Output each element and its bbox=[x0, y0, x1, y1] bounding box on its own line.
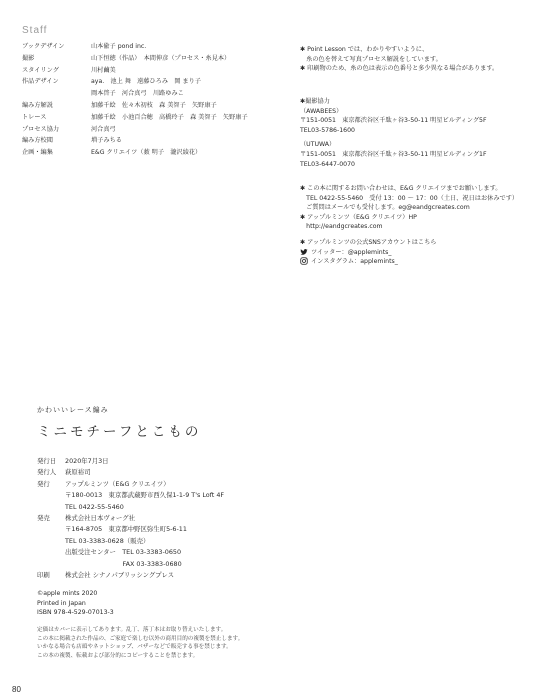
point-lesson-notes bbox=[300, 45, 498, 74]
row-value: 株式会社日本ヴォーグ社 bbox=[65, 514, 136, 523]
inquiry-line: ご質問はメールでも受付します。eg@eandgcreates.com bbox=[300, 204, 470, 212]
staff-row bbox=[22, 76, 248, 88]
row-value: aya. 池上 舞 遠藤ひろみ 岡 まり子 bbox=[91, 78, 201, 86]
row-value: 2020年7月3日 bbox=[65, 457, 109, 465]
note-line: 定価はカバーに表示してあります。乱丁、落丁本はお取り替えいたします。 bbox=[37, 627, 227, 633]
inquiry-line: http://eandgcreates.com bbox=[300, 223, 383, 231]
colophon-row bbox=[37, 467, 224, 478]
staff-row bbox=[22, 41, 248, 53]
row-value: 〒180-0013 東京都武蔵野市西久保1-1-9 T's Loft 4F bbox=[65, 491, 225, 500]
colophon-row bbox=[37, 524, 224, 535]
inquiry-line: ✱ この本に関するお問い合わせは、E&G クリエイツまでお願いします。 bbox=[300, 185, 502, 192]
shooting-cooperation bbox=[300, 97, 487, 169]
row-value: 川村繭美 bbox=[91, 66, 116, 74]
legal-notes bbox=[37, 626, 243, 660]
shop-name: （AWABEES） bbox=[300, 107, 343, 115]
row-value: 〒164-8705 東京都中野区弥生町5-6-11 bbox=[65, 525, 187, 534]
row-label: トレース bbox=[22, 113, 47, 121]
row-value: 加藤千絵 佐々木初枝 森 美智子 矢野康子 bbox=[91, 101, 217, 109]
shop-tel: TEL03-6447-0070 bbox=[300, 160, 355, 168]
staff-heading: Staff bbox=[22, 25, 48, 36]
row-label: 発行日 bbox=[37, 457, 57, 465]
staff-row bbox=[22, 135, 248, 147]
staff-row bbox=[22, 112, 248, 124]
row-label: スタイリング bbox=[22, 66, 59, 74]
copyright-line: ©apple mints 2020 bbox=[37, 590, 98, 597]
row-value: 加藤千絵 小池百合穂 高橋玲子 森 美智子 矢野康子 bbox=[91, 113, 248, 121]
colophon-row bbox=[37, 570, 224, 581]
row-label: 発行 bbox=[37, 479, 50, 488]
copyright-line: Printed in Japan bbox=[37, 599, 86, 607]
note-line: この本の複製、転載および部分的にコピーすることを禁じます。 bbox=[37, 652, 199, 659]
row-value: 増子みちる bbox=[91, 137, 122, 145]
staff-row bbox=[22, 100, 248, 112]
colophon-row bbox=[37, 559, 224, 570]
instagram-handle: インスタグラム：applemints_ bbox=[311, 258, 398, 266]
colophon-row bbox=[37, 502, 224, 513]
shop-tel: TEL03-5786-1600 bbox=[300, 126, 355, 134]
staff-row bbox=[22, 88, 248, 100]
colophon-row bbox=[37, 536, 224, 547]
row-value: TEL 0422-55-5460 bbox=[65, 502, 124, 511]
colophon-row bbox=[37, 456, 224, 467]
note-line: 糸の色を替えて写真プロセス解説をしています。 bbox=[300, 55, 442, 63]
row-label: 編み方校閲 bbox=[22, 137, 53, 145]
shop-name: （UTUWA） bbox=[300, 141, 336, 149]
copyright-block bbox=[37, 589, 114, 618]
row-label: 発行人 bbox=[37, 468, 57, 477]
row-label bbox=[37, 536, 65, 547]
shop-address: 〒151-0051 東京都渋谷区千駄ヶ谷3-50-11 明星ビルディング1F bbox=[300, 150, 487, 158]
sns-heading: ✱ アップルミンツの公式SNSアカウントはこちら bbox=[300, 239, 437, 246]
row-label bbox=[37, 559, 65, 570]
row-value: 出版受注センター TEL 03-3383-0650 bbox=[65, 548, 182, 557]
row-label: 発売 bbox=[37, 514, 50, 523]
colophon bbox=[37, 456, 224, 581]
row-value: TEL 03-3383-0628（販売） bbox=[65, 536, 150, 545]
row-label: 企画・編集 bbox=[22, 149, 53, 157]
twitter-icon bbox=[300, 248, 308, 256]
row-value: 岡本啓子 河合真弓 川路ゆみこ bbox=[91, 90, 184, 98]
row-label bbox=[37, 490, 65, 501]
colophon-row bbox=[37, 513, 224, 524]
page-number: 80 bbox=[12, 685, 21, 694]
instagram-icon bbox=[300, 257, 308, 265]
row-value: E&G クリエイツ（薮 明子 瀧沢綾花） bbox=[91, 149, 202, 157]
row-label: プロセス協力 bbox=[22, 125, 60, 133]
row-label bbox=[22, 88, 91, 100]
row-value: 萩原裕司 bbox=[65, 468, 91, 477]
isbn: ISBN 978-4-529-07013-3 bbox=[37, 609, 114, 617]
note-line: この本に掲載された作品の、ご家庭で楽しむ以外の商用目的の複製を禁止します。 bbox=[37, 635, 244, 642]
staff-row bbox=[22, 124, 248, 136]
row-label bbox=[37, 502, 65, 513]
row-label: 編み方解説 bbox=[22, 101, 53, 109]
staff-credits bbox=[22, 41, 248, 159]
row-label: 作品デザイン bbox=[22, 78, 59, 86]
cooperation-heading: ✱撮影協力 bbox=[300, 98, 330, 105]
note-line: ✱ 印刷物のため、糸の色は表示の色番号と多少異なる場合があります。 bbox=[300, 65, 499, 73]
note-line: いかなる場合も店頭やネットショップ、バザーなどで販売する事を禁じます。 bbox=[37, 644, 232, 651]
row-label bbox=[37, 524, 65, 535]
instagram-link[interactable] bbox=[300, 257, 436, 267]
colophon-row bbox=[37, 547, 224, 558]
row-value: FAX 03-3383-0680 bbox=[65, 559, 182, 568]
inquiry-line: ✱ アップルミンツ（E&G クリエイツ）HP bbox=[300, 213, 417, 221]
shop-address: 〒151-0051 東京都渋谷区千駄ヶ谷3-50-11 明星ビルディング5F bbox=[300, 117, 487, 125]
staff-row bbox=[22, 53, 248, 65]
row-value: 株式会社 シナノパブリッシングプレス bbox=[65, 571, 174, 580]
row-label bbox=[37, 547, 65, 558]
row-value: 山本偸子 pond inc. bbox=[91, 43, 147, 50]
twitter-link[interactable] bbox=[300, 248, 436, 258]
colophon-row bbox=[37, 479, 224, 490]
row-value: 河合真弓 bbox=[91, 125, 116, 133]
book-title: ミニモチーフとこもの bbox=[37, 424, 202, 440]
staff-row bbox=[22, 147, 248, 159]
book-series: かわいいレース編み bbox=[37, 406, 109, 414]
row-label: 撮影 bbox=[22, 54, 35, 62]
inquiry-line: TEL 0422-55-5460 受付 13：00 〜 17：00（土日、祝日はお休みです） bbox=[300, 194, 519, 202]
row-value: 山下恒徳（作品） 本間伸彦（プロセス・糸見本） bbox=[91, 54, 231, 62]
sns-accounts bbox=[300, 238, 436, 267]
inquiry-info bbox=[300, 184, 518, 232]
row-label: ブックデザイン bbox=[22, 43, 65, 50]
staff-row bbox=[22, 65, 248, 77]
note-line: ✱ Point Lesson では、わかりやすいように、 bbox=[300, 46, 429, 53]
twitter-handle: ツイッター：@applemints_ bbox=[311, 248, 392, 256]
row-label: 印刷 bbox=[37, 571, 50, 580]
row-value: アップルミンツ（E&G クリエイツ） bbox=[65, 479, 170, 488]
colophon-row bbox=[37, 490, 224, 501]
